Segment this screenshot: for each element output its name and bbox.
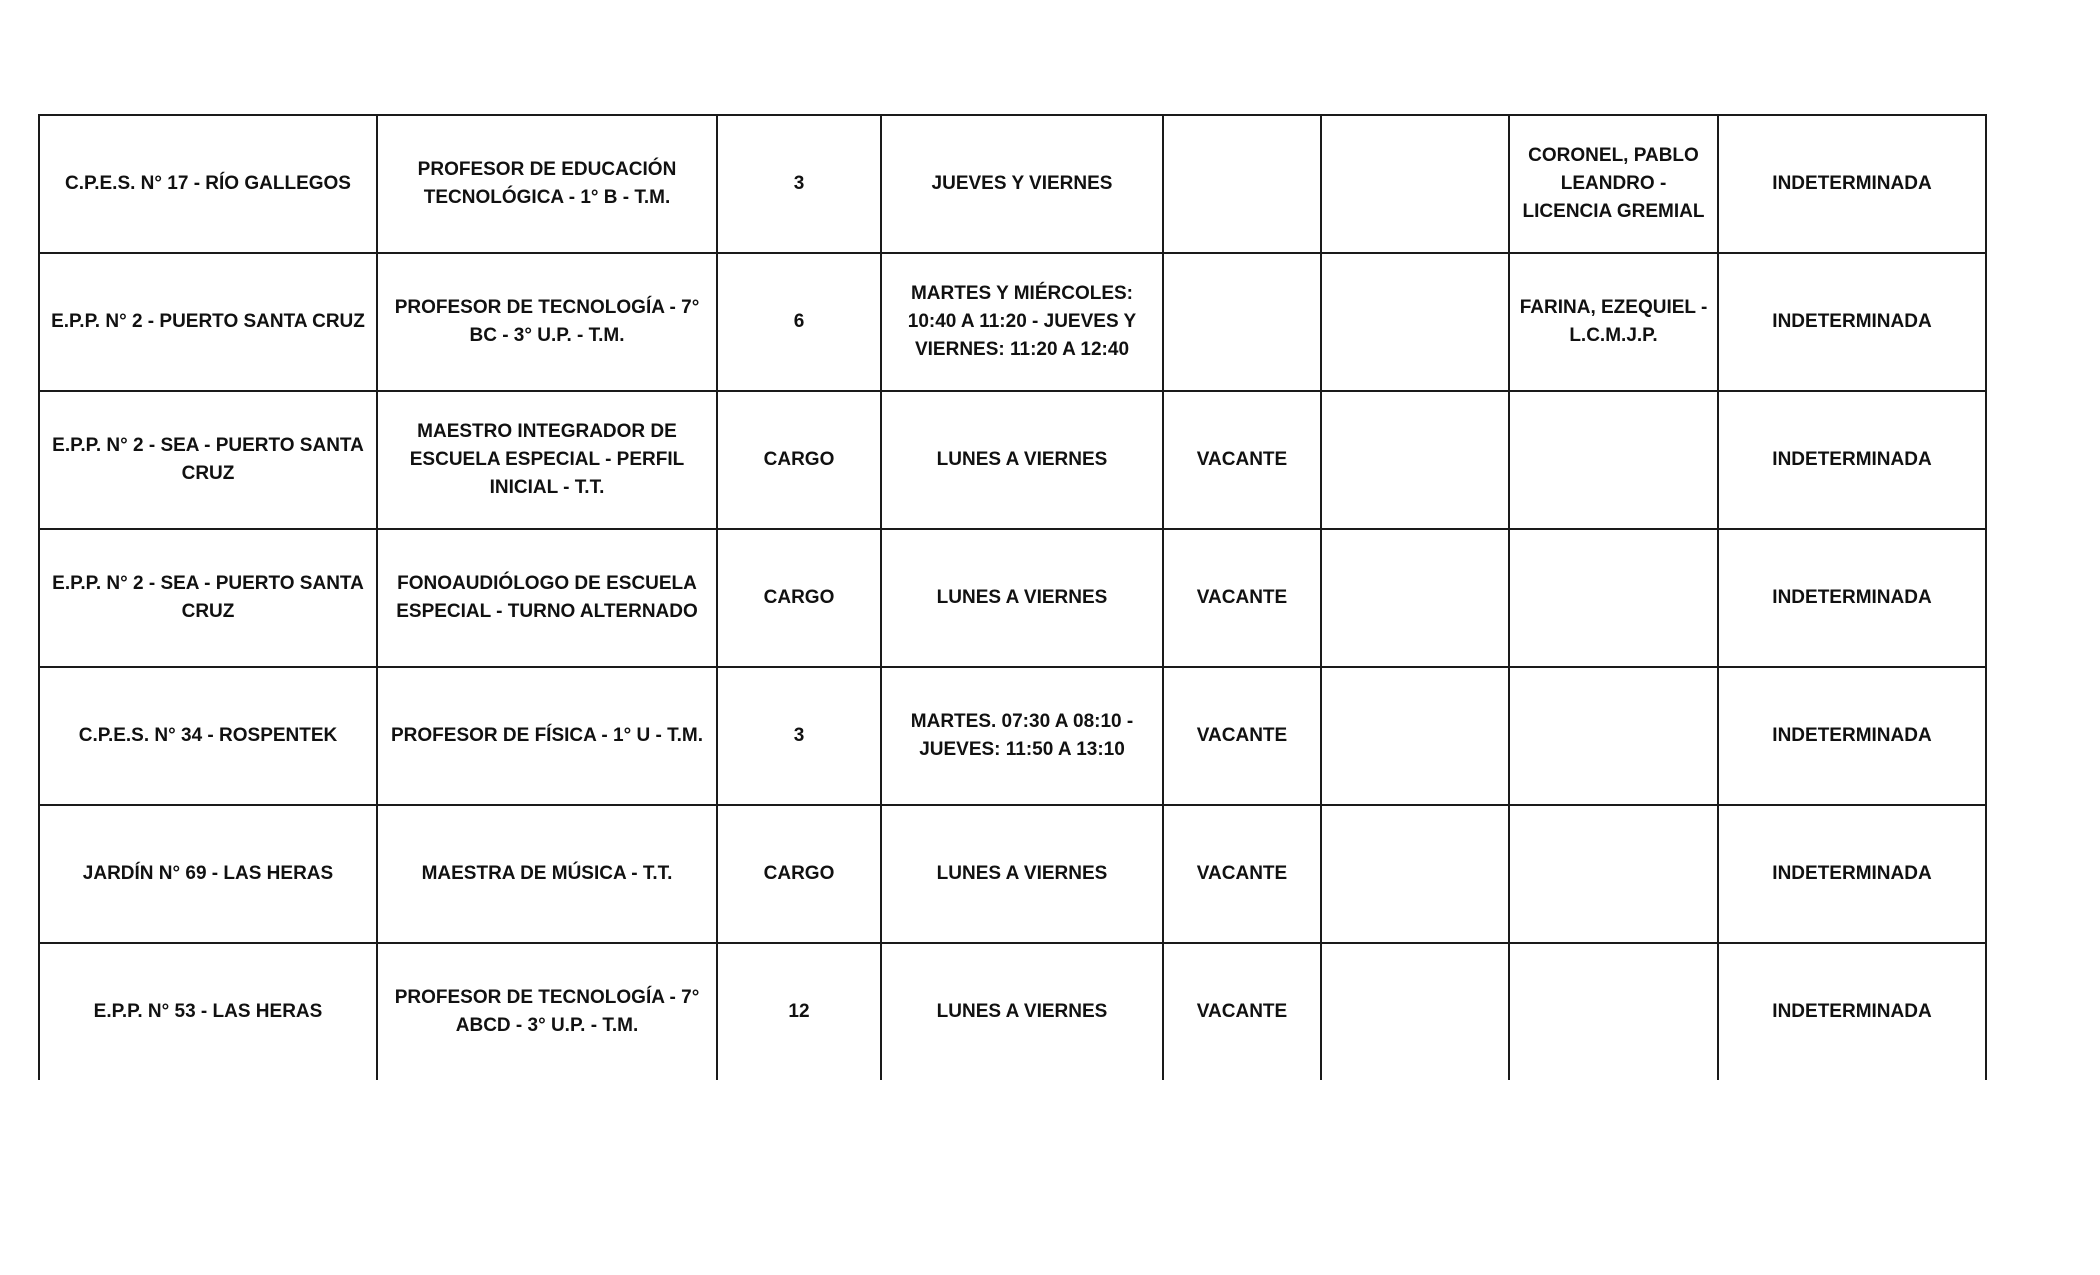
cell-horario: LUNES A VIERNES bbox=[881, 529, 1163, 667]
cell-escuela: E.P.P. N° 2 - SEA - PUERTO SANTA CRUZ bbox=[39, 529, 377, 667]
cell-escuela: C.P.E.S. N° 17 - RÍO GALLEGOS bbox=[39, 115, 377, 253]
cell-horario: MARTES. 07:30 A 08:10 - JUEVES: 11:50 A 13:10 bbox=[881, 667, 1163, 805]
cell-horas: 3 bbox=[717, 115, 881, 253]
cell-docente bbox=[1509, 667, 1718, 805]
cell-docente bbox=[1509, 943, 1718, 1080]
cell-cargo: PROFESOR DE TECNOLOGÍA - 7° ABCD - 3° U.P. - T.M. bbox=[377, 943, 717, 1080]
cell-horas: CARGO bbox=[717, 529, 881, 667]
cell-extra bbox=[1321, 115, 1509, 253]
table-row bbox=[39, 805, 1986, 943]
cell-docente bbox=[1509, 805, 1718, 943]
cell-horario: LUNES A VIERNES bbox=[881, 943, 1163, 1080]
cell-horario: LUNES A VIERNES bbox=[881, 391, 1163, 529]
cell-duracion: INDETERMINADA bbox=[1718, 115, 1986, 253]
cell-escuela: E.P.P. N° 2 - SEA - PUERTO SANTA CRUZ bbox=[39, 391, 377, 529]
cell-duracion: INDETERMINADA bbox=[1718, 805, 1986, 943]
cell-cargo: PROFESOR DE FÍSICA - 1° U - T.M. bbox=[377, 667, 717, 805]
table-row bbox=[39, 529, 1986, 667]
cell-situacion: VACANTE bbox=[1163, 391, 1321, 529]
cell-horario: LUNES A VIERNES bbox=[881, 805, 1163, 943]
cell-horario: JUEVES Y VIERNES bbox=[881, 115, 1163, 253]
table-row bbox=[39, 115, 1986, 253]
cell-duracion: INDETERMINADA bbox=[1718, 943, 1986, 1080]
cell-escuela: JARDÍN N° 69 - LAS HERAS bbox=[39, 805, 377, 943]
table-row bbox=[39, 667, 1986, 805]
cell-docente bbox=[1509, 391, 1718, 529]
cell-cargo: PROFESOR DE EDUCACIÓN TECNOLÓGICA - 1° B - T.M. bbox=[377, 115, 717, 253]
vacancy-table bbox=[38, 114, 1987, 1080]
cell-docente: CORONEL, PABLO LEANDRO - LICENCIA GREMIAL bbox=[1509, 115, 1718, 253]
table-row bbox=[39, 253, 1986, 391]
cell-extra bbox=[1321, 391, 1509, 529]
cell-horas: CARGO bbox=[717, 805, 881, 943]
cell-horario: MARTES Y MIÉRCOLES: 10:40 A 11:20 - JUEVES Y VIERNES: 11:20 A 12:40 bbox=[881, 253, 1163, 391]
cell-situacion bbox=[1163, 115, 1321, 253]
cell-cargo: FONOAUDIÓLOGO DE ESCUELA ESPECIAL - TURNO ALTERNADO bbox=[377, 529, 717, 667]
cell-horas: 6 bbox=[717, 253, 881, 391]
cell-cargo: PROFESOR DE TECNOLOGÍA - 7° BC - 3° U.P. - T.M. bbox=[377, 253, 717, 391]
cell-horas: 3 bbox=[717, 667, 881, 805]
cell-extra bbox=[1321, 805, 1509, 943]
cell-escuela: E.P.P. N° 2 - PUERTO SANTA CRUZ bbox=[39, 253, 377, 391]
table-row bbox=[39, 391, 1986, 529]
cell-situacion bbox=[1163, 253, 1321, 391]
cell-situacion: VACANTE bbox=[1163, 805, 1321, 943]
cell-escuela: C.P.E.S. N° 34 - ROSPENTEK bbox=[39, 667, 377, 805]
cell-docente: FARINA, EZEQUIEL - L.C.M.J.P. bbox=[1509, 253, 1718, 391]
cell-cargo: MAESTRO INTEGRADOR DE ESCUELA ESPECIAL - PERFIL INICIAL - T.T. bbox=[377, 391, 717, 529]
cell-duracion: INDETERMINADA bbox=[1718, 529, 1986, 667]
cell-extra bbox=[1321, 253, 1509, 391]
cell-duracion: INDETERMINADA bbox=[1718, 667, 1986, 805]
cell-escuela: E.P.P. N° 53 - LAS HERAS bbox=[39, 943, 377, 1080]
cell-duracion: INDETERMINADA bbox=[1718, 391, 1986, 529]
cell-situacion: VACANTE bbox=[1163, 529, 1321, 667]
table-row bbox=[39, 943, 1986, 1080]
cell-extra bbox=[1321, 667, 1509, 805]
cell-situacion: VACANTE bbox=[1163, 667, 1321, 805]
cell-duracion: INDETERMINADA bbox=[1718, 253, 1986, 391]
cell-cargo: MAESTRA DE MÚSICA - T.T. bbox=[377, 805, 717, 943]
cell-horas: CARGO bbox=[717, 391, 881, 529]
cell-situacion: VACANTE bbox=[1163, 943, 1321, 1080]
cell-extra bbox=[1321, 943, 1509, 1080]
cell-docente bbox=[1509, 529, 1718, 667]
cell-extra bbox=[1321, 529, 1509, 667]
cell-horas: 12 bbox=[717, 943, 881, 1080]
